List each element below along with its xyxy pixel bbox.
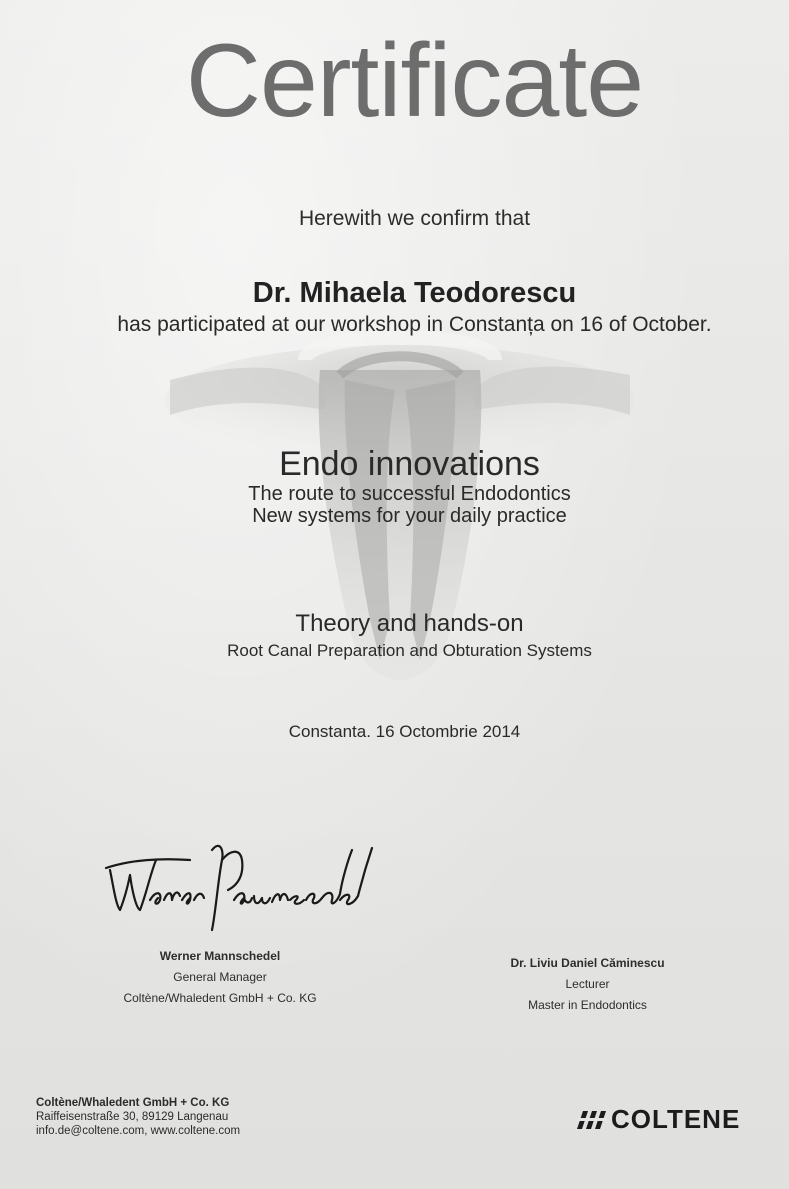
participation-text: has participated at our workshop in Constanța on 16 of October. xyxy=(117,313,712,336)
signatory-role: General Manager xyxy=(173,970,267,984)
signatory-role: Lecturer xyxy=(565,977,610,991)
certificate-title: Certificate xyxy=(185,23,644,139)
signatory-name: Dr. Liviu Daniel Căminescu xyxy=(510,956,665,970)
signatory-name: Werner Mannschedel xyxy=(159,949,281,963)
place-date: Constanta. 16 Octombrie 2014 xyxy=(288,722,521,741)
intro-text: Herewith we confirm that xyxy=(298,207,531,230)
coltene-slashes-icon xyxy=(577,1108,607,1132)
recipient-name: Dr. Mihaela Teodorescu xyxy=(252,277,577,309)
course-subtitle-1: The route to successful Endodontics xyxy=(248,483,571,505)
module-title: Theory and hands-on xyxy=(295,610,524,637)
signatory-right xyxy=(470,953,705,1016)
signatory-left xyxy=(105,946,335,1009)
module-subtitle: Root Canal Preparation and Obturation Systems xyxy=(227,641,592,660)
signatory-organization: Master in Endodontics xyxy=(528,998,647,1012)
signatory-organization: Coltène/Whaledent GmbH + Co. KG xyxy=(123,991,317,1005)
footer-contact: info.de@coltene.com, www.coltene.com xyxy=(36,1125,241,1137)
course-subtitle-2: New systems for your daily practice xyxy=(252,505,567,527)
logo-wordmark: COLTENE xyxy=(611,1104,741,1134)
coltene-logo xyxy=(577,1104,740,1135)
course-title: Endo innovations xyxy=(279,445,540,483)
footer-street: Raiffeisenstraße 30, 89129 Langenau xyxy=(36,1111,229,1123)
handwritten-signature xyxy=(100,830,390,950)
footer-address xyxy=(36,1096,240,1138)
footer-company: Coltène/Whaledent GmbH + Co. KG xyxy=(36,1097,230,1109)
